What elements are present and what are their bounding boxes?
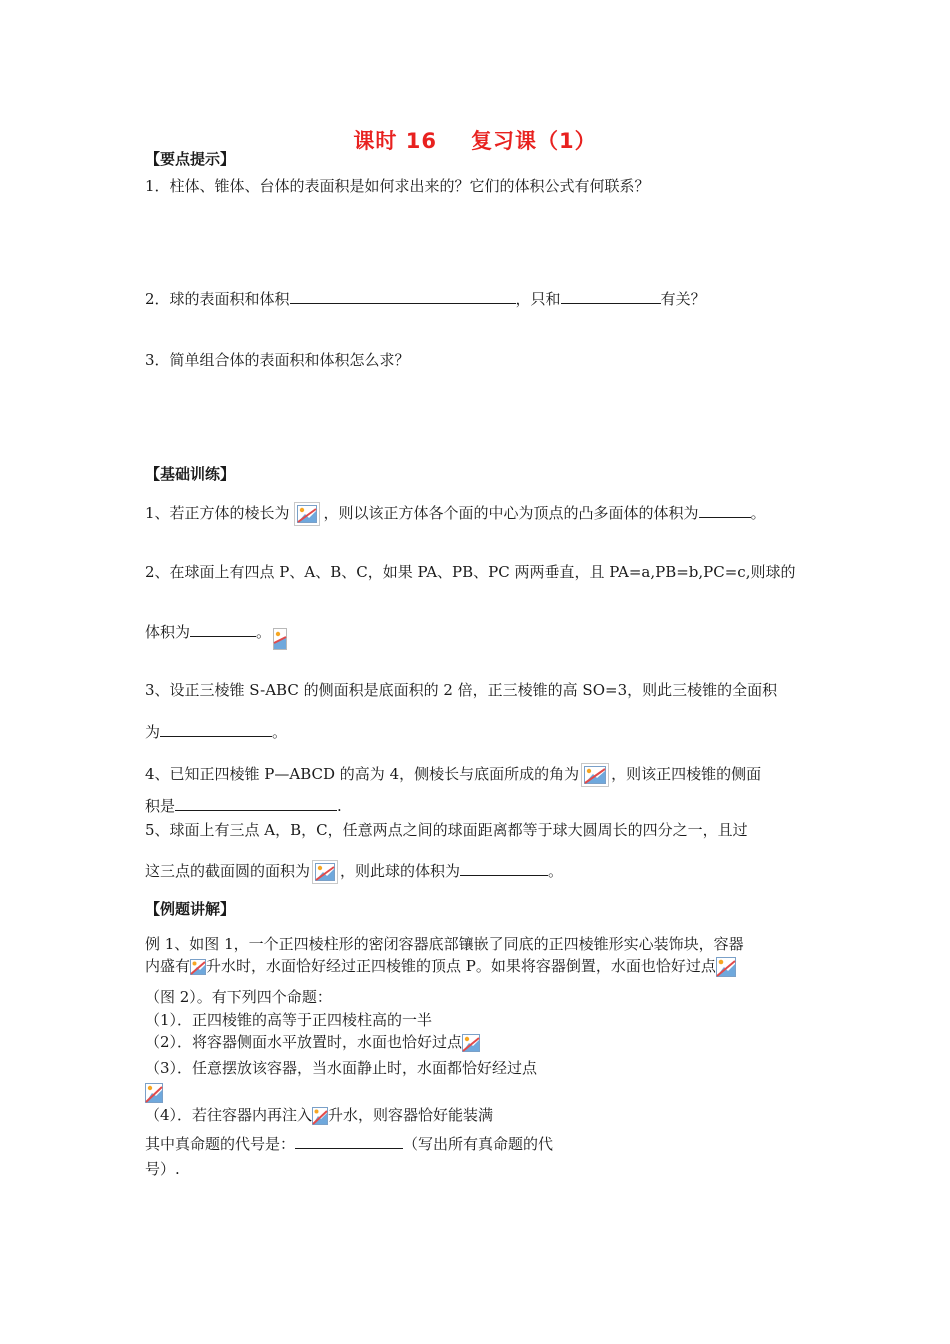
exercise-5-line-2: [145, 860, 563, 884]
key-point-2-text-b: ，只和: [515, 290, 561, 308]
title-lesson-number: 课时 16: [353, 129, 437, 153]
broken-image-icon: [190, 959, 206, 975]
answer-blank[interactable]: [175, 795, 337, 811]
answer-blank[interactable]: [561, 288, 661, 304]
title-lesson-name: 复习课（1）: [470, 129, 597, 153]
exercise-1-text-b: ，则以该正方体各个面的中心为顶点的凸多面体的体积为: [323, 504, 699, 522]
exercise-3-text-b: 。: [272, 723, 288, 741]
exercise-5-text-a: 这三点的截面圆的面积为: [145, 862, 311, 880]
exercise-4-text-a: 4、已知正四棱锥 P—ABCD 的高为 4，侧棱长与底面所成的角为: [145, 765, 580, 783]
key-point-2-text-c: 有关？: [660, 290, 706, 308]
answer-blank[interactable]: [295, 1133, 403, 1149]
exercise-4-text-b: ，则该正四棱锥的侧面: [611, 765, 762, 783]
broken-image-icon: [716, 957, 736, 977]
key-point-2: [145, 288, 706, 309]
broken-image-icon: [462, 1034, 480, 1052]
proposition-2-text: （2）．将容器侧面水平放置时，水面也恰好过点: [145, 1033, 463, 1051]
proposition-3-image: [145, 1082, 163, 1103]
answer-blank[interactable]: [290, 288, 516, 304]
exercise-2-line-2: [145, 621, 287, 644]
example-1-line-3: （图 2）。有下列四个命题：: [145, 988, 332, 1006]
example-1-text-b: 升水时，水面恰好经过正四棱锥的顶点 P。如果将容器倒置，水面也恰好过点: [206, 957, 716, 975]
exercise-3-text-a: 为: [145, 723, 161, 741]
section-basic-training: 【基础训练】: [145, 465, 236, 483]
exercise-1-text-a: 1、若正方体的棱长为: [145, 504, 290, 522]
proposition-2: [145, 1032, 480, 1052]
proposition-4-text-a: （4）．若往容器内再注入: [145, 1106, 313, 1124]
example-1-line-1: 例 1、如图 1，一个正四棱柱形的密闭容器底部镶嵌了同底的正四棱锥形实心装饰块，容器: [145, 935, 744, 953]
exercise-2-line-1: 2、在球面上有四点 P、A、B、C，如果 PA、PB、PC 两两垂直，且 PA=a,PB=b,PC=c,则球的: [145, 563, 796, 581]
key-point-1: 1．柱体、锥体、台体的表面积是如何求出来的？它们的体积公式有何联系？: [145, 177, 650, 195]
exercise-4-line-1: [145, 763, 761, 787]
proposition-4: [145, 1105, 493, 1125]
exercise-1-text-c: 。: [750, 504, 766, 522]
example-1-answer-line-2: 号）.: [145, 1160, 180, 1178]
proposition-3: （3）．任意摆放该容器，当水面静止时，水面都恰好经过点: [145, 1059, 538, 1077]
broken-image-icon: [273, 628, 287, 650]
proposition-1: （1）．正四棱锥的高等于正四棱柱高的一半: [145, 1011, 433, 1029]
example-1-text-a: 内盛有: [145, 957, 191, 975]
exercise-4-text-d: .: [337, 797, 342, 815]
proposition-4-text-b: 升水，则容器恰好能装满: [328, 1106, 494, 1124]
exercise-5-text-b: ，则此球的体积为: [340, 862, 461, 880]
section-key-points: 【要点提示】: [145, 150, 236, 168]
key-point-2-text-a: 2．球的表面积和体积: [145, 290, 290, 308]
key-point-3: 3．简单组合体的表面积和体积怎么求？: [145, 351, 410, 369]
exercise-3-line-2: [145, 721, 287, 742]
answer-hint: （写出所有真命题的代: [403, 1135, 554, 1153]
section-examples: 【例题讲解】: [145, 900, 236, 918]
exercise-5-text-c: 。: [548, 862, 564, 880]
exercise-5-line-1: 5、球面上有三点 A，B，C，任意两点之间的球面距离都等于球大圆周长的四分之一，且过: [145, 821, 748, 839]
broken-image-icon: [581, 763, 609, 787]
broken-image-icon: [294, 502, 320, 526]
broken-image-icon: [145, 1083, 163, 1103]
answer-blank[interactable]: [160, 721, 272, 737]
exercise-2-text-a: 体积为: [145, 623, 191, 641]
exercise-1: [145, 502, 766, 526]
answer-prompt: 其中真命题的代号是：: [145, 1135, 296, 1153]
example-1-answer-line: [145, 1133, 553, 1154]
example-1-line-2: [145, 956, 736, 977]
answer-blank[interactable]: [460, 860, 548, 876]
exercise-4-text-c: 积是: [145, 797, 176, 815]
answer-blank[interactable]: [699, 502, 751, 518]
exercise-3-line-1: 3、设正三棱锥 S-ABC 的侧面积是底面积的 2 倍，正三棱锥的高 SO=3，则此三棱锥的全面积: [145, 681, 778, 699]
broken-image-icon: [312, 860, 338, 884]
broken-image-icon: [312, 1107, 328, 1125]
exercise-4-line-2: [145, 795, 342, 816]
exercise-2-text-b: 。: [256, 623, 272, 641]
page-title: [0, 125, 950, 155]
answer-blank[interactable]: [190, 621, 256, 637]
